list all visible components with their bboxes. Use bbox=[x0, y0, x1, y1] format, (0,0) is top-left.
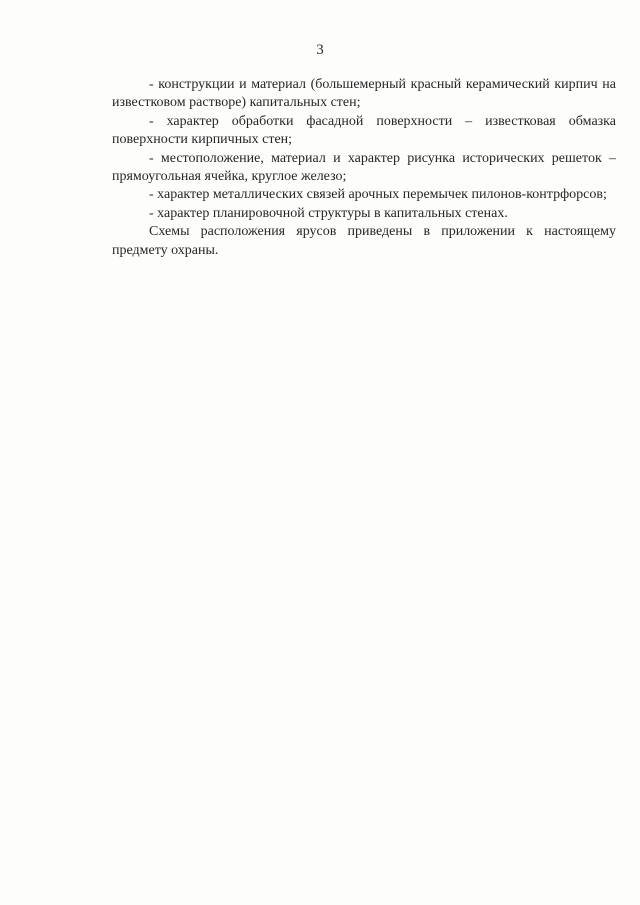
document-body bbox=[112, 76, 616, 260]
paragraph-facade-finish: - характер обработки фасадной поверхности – известковая обмазка поверхности кирпичных стен; bbox=[112, 113, 616, 148]
paragraph-planning-structure: - характер планировочной структуры в капитальных стенах. bbox=[149, 205, 508, 221]
paragraph-tier-schemes: Схемы расположения ярусов приведены в приложении к настоящему предмету охраны. bbox=[112, 224, 616, 258]
paragraph-walls-material: - конструкции и материал (большемерный красный керамический кирпич на известковом растворе) капитальных стен; bbox=[112, 77, 616, 111]
paragraph-grilles: - местоположение, материал и характер рисунка исторических решеток – прямоугольная ячейка, круглое железо; bbox=[112, 150, 616, 185]
paragraph-metal-ties: - характер металлических связей арочных перемычек пилонов-контрфорсов; bbox=[149, 187, 607, 203]
page-number: 3 bbox=[316, 42, 324, 58]
